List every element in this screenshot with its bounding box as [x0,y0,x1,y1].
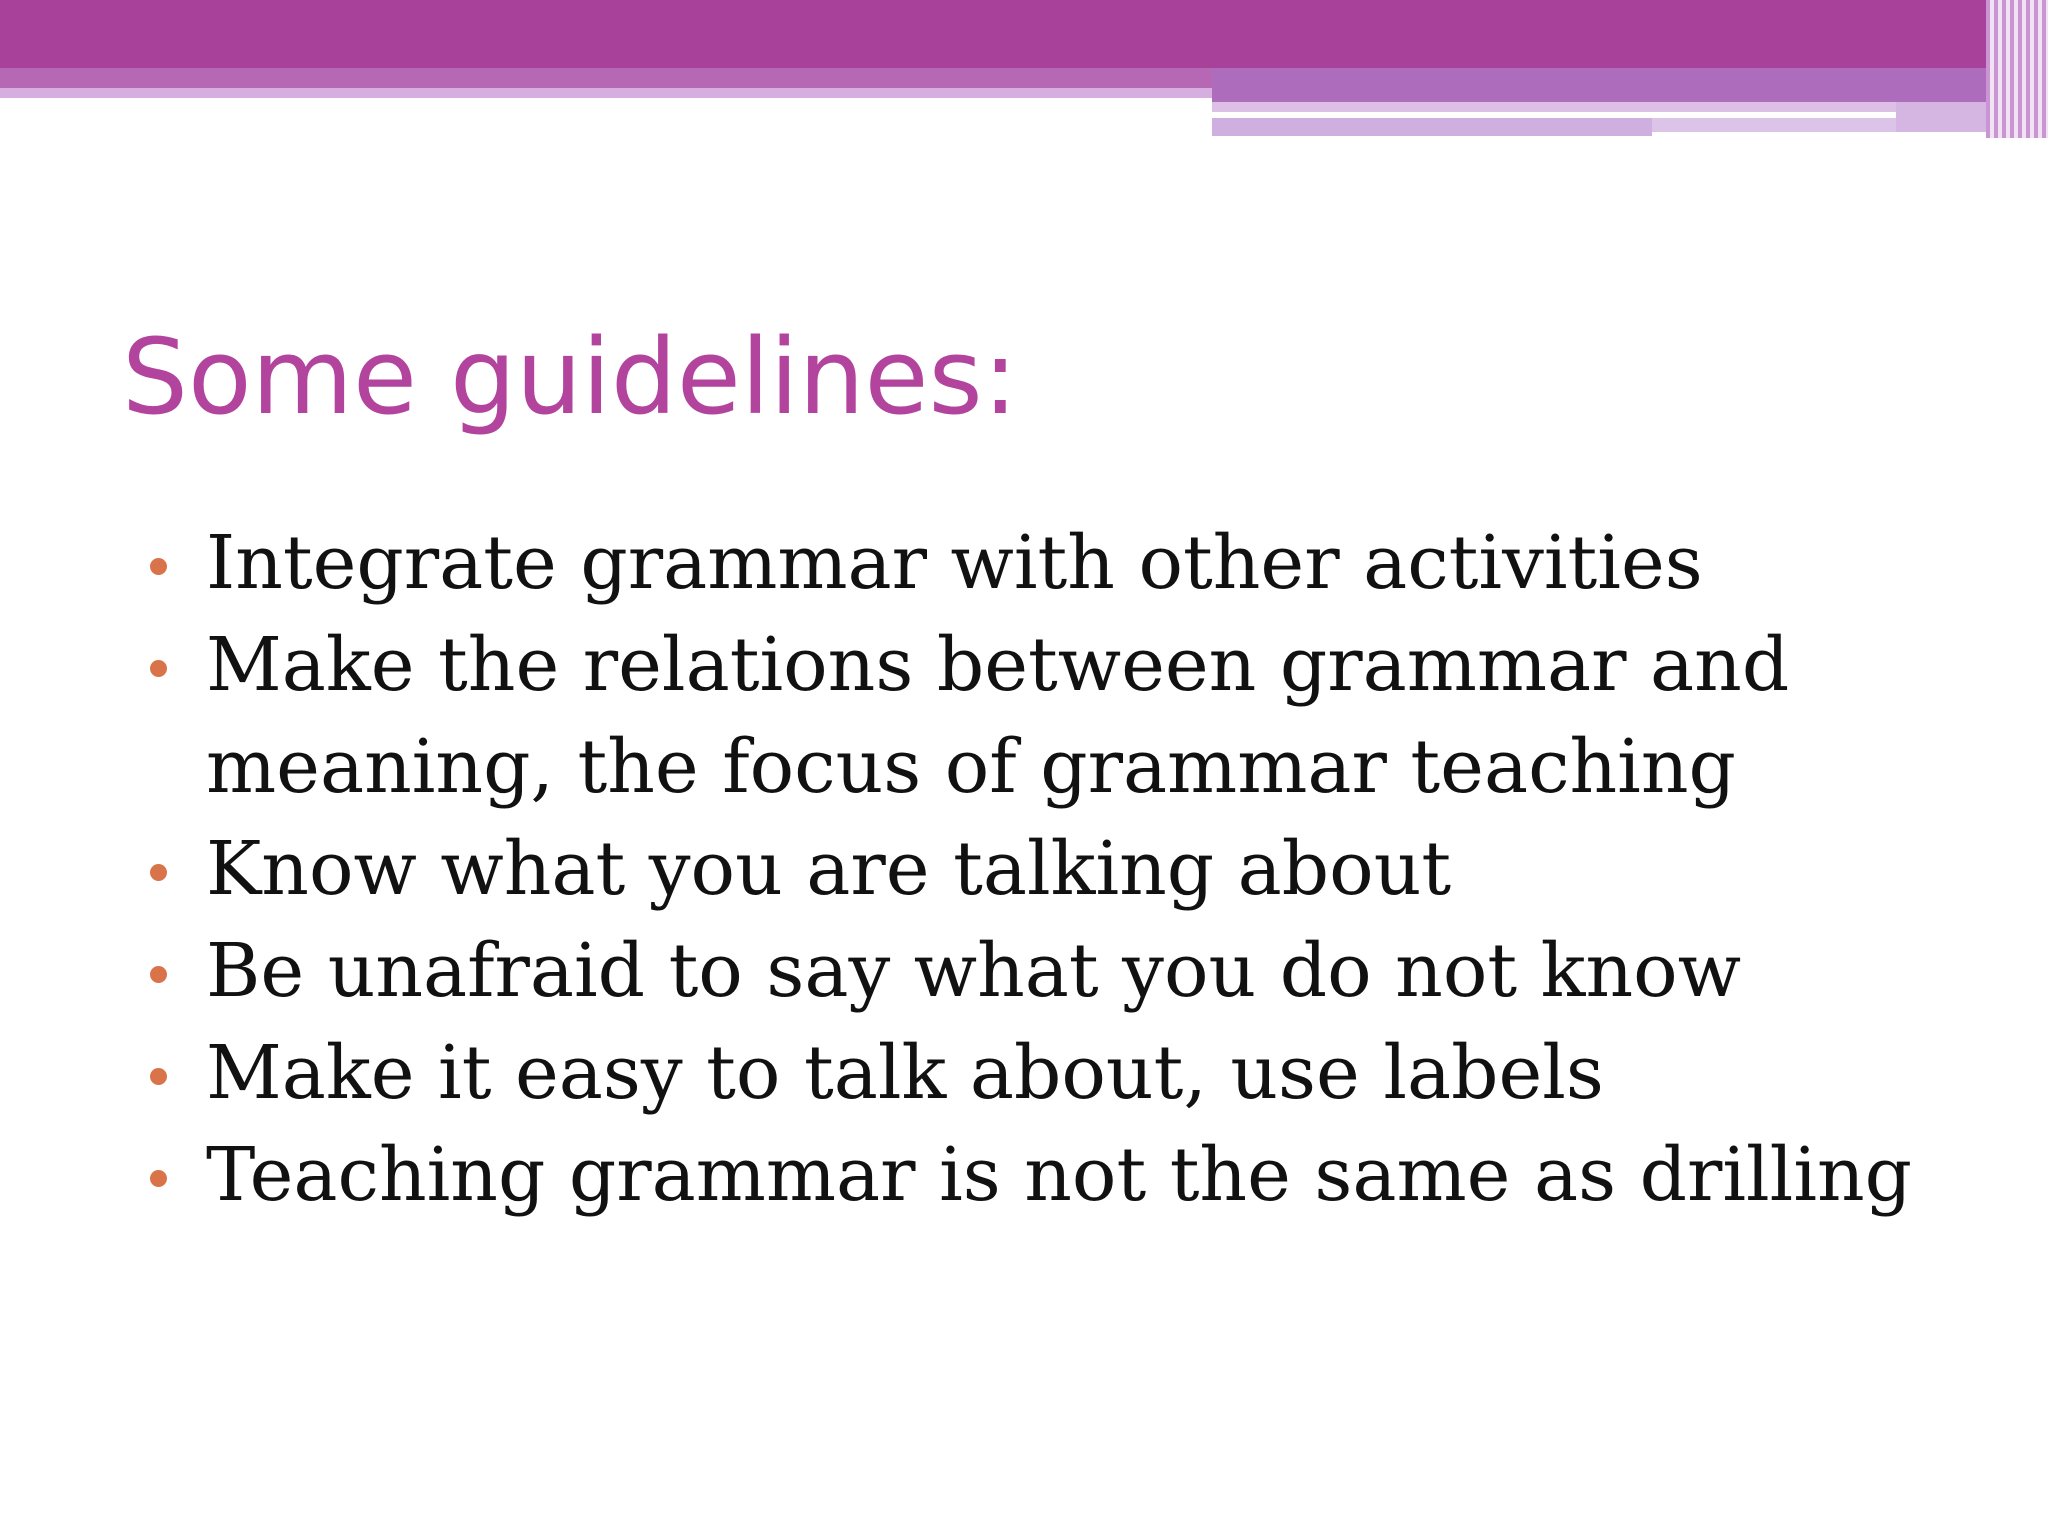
header-stripe [1896,102,1986,132]
header-stripe [1652,118,1896,132]
bullet-dot-icon [150,660,167,677]
bullet-text: Make the relations between grammar and [206,622,1790,708]
bullet-dot-icon [150,558,167,575]
bullet-item [150,1022,2010,1124]
bullet-text-continuation: meaning, the focus of grammar teaching [206,724,1736,810]
bullet-item [150,512,2010,614]
bullet-item [150,614,2010,818]
header-stripe [1212,118,1652,136]
header-stripe [1212,102,1896,112]
header-edge-lines [1986,0,2048,138]
bullet-item [150,920,2010,1022]
bullet-dot-icon [150,966,167,983]
bullet-text: Teaching grammar is not the same as drilling [206,1132,1913,1218]
bullet-dot-icon [150,1068,167,1085]
bullet-item [150,818,2010,920]
bullet-dot-icon [150,864,167,881]
header-band-sub-right [1212,68,2048,102]
header-band-sub-left-light [0,88,1212,98]
bullet-text: Know what you are talking about [206,826,1452,912]
header-band-sub-left [0,68,1212,88]
bullet-item [150,1124,2010,1226]
slide-title: Some guidelines: [122,316,1018,438]
bullet-text: Integrate grammar with other activities [206,520,1703,606]
bullet-list [150,512,2010,1226]
bullet-dot-icon [150,1170,167,1187]
bullet-text: Make it easy to talk about, use labels [206,1030,1604,1116]
header-band [0,0,2048,68]
bullet-text: Be unafraid to say what you do not know [206,928,1742,1014]
